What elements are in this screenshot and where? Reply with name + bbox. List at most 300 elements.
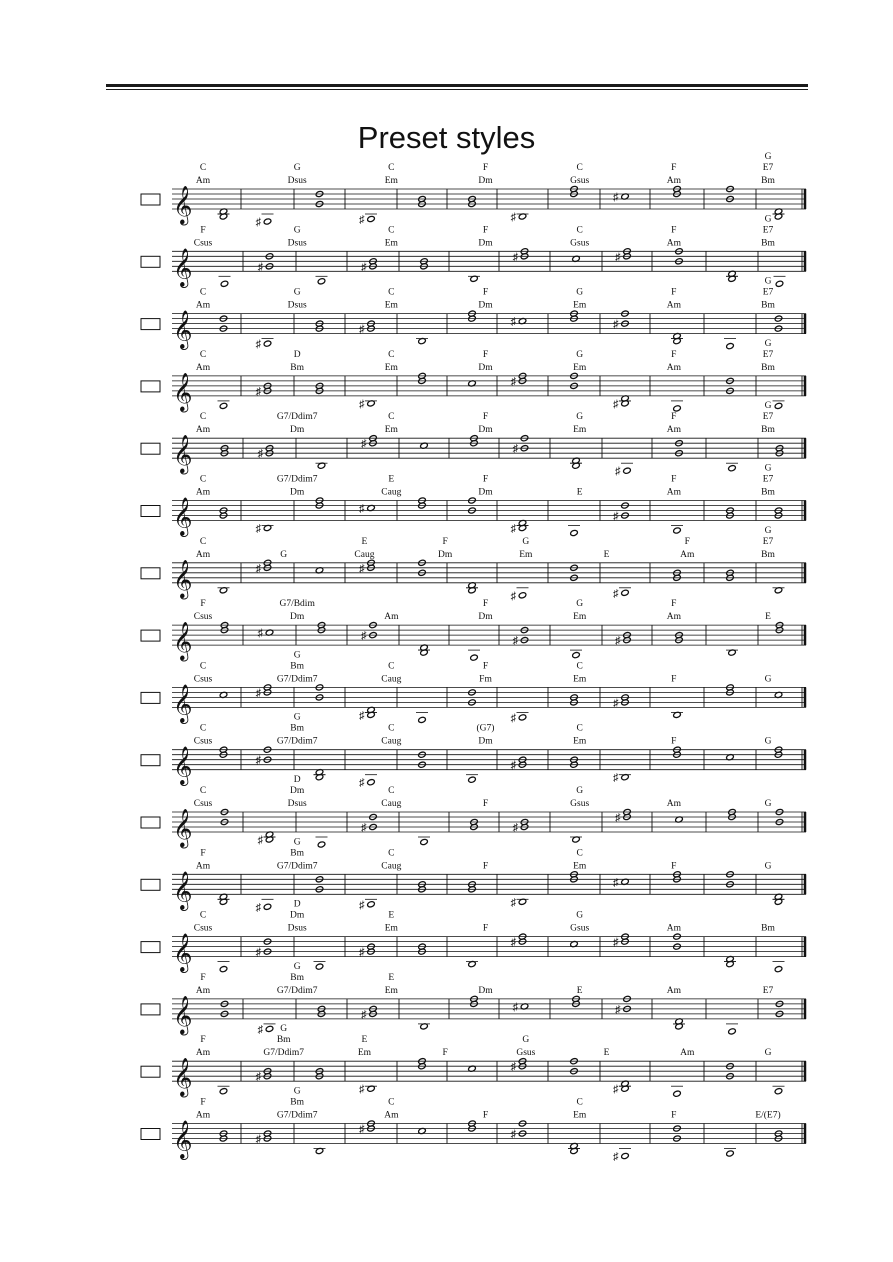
chord-symbol: Am [666,923,681,934]
chord-symbol: G [764,276,772,287]
treble-clef-icon: 𝄞 [173,312,193,349]
checkbox-icon[interactable] [141,942,160,953]
chord-symbol: Am [666,362,681,373]
chord-symbol: Gsus [516,1048,536,1059]
chord-symbol: Bm [290,1097,305,1108]
checkbox-icon[interactable] [141,381,160,392]
chord-symbol: G7/Ddim7 [276,861,318,872]
chord-symbol: F [482,599,489,610]
treble-clef-icon: 𝄞 [173,1060,193,1097]
chord-symbol: Dm [478,985,493,996]
chord-symbol: Em [573,1110,587,1121]
chord-symbol: Bm [761,425,775,436]
treble-clef-icon: 𝄞 [173,561,193,598]
chord-symbol: Gsus [570,176,590,186]
chord-symbol: G [764,674,772,685]
sharp-icon: ♯ [257,834,263,847]
chord-symbol: C [576,723,583,734]
chord-symbol: E [576,985,583,996]
chord-symbol: E [361,536,368,547]
sharp-icon: ♯ [255,901,261,914]
sharp-icon: ♯ [613,398,619,411]
chord-symbol: E/(E7) [755,1110,781,1121]
chord-symbol: Dm [438,549,453,560]
chord-symbol: F [200,972,206,983]
sharp-icon: ♯ [359,899,365,912]
chord-symbol: Am [384,1110,399,1121]
chord-symbol: G [293,1086,301,1097]
sharp-icon: ♯ [613,510,619,523]
sharp-icon: ♯ [257,627,263,640]
chord-symbol: G [764,463,772,474]
chord-symbol: G [576,786,584,796]
staff-system [141,339,806,413]
chord-symbol: Em [573,736,587,747]
sharp-icon: ♯ [613,936,619,949]
chord-symbol: C [388,1097,395,1108]
chord-symbol: Am [666,487,681,498]
chord-symbol: E7 [762,474,774,485]
sharp-icon: ♯ [361,438,367,451]
chord-symbol: Em [384,923,398,934]
sharp-icon: ♯ [613,697,619,710]
chord-symbol: G7/Bdim [279,599,315,610]
staff-system [141,834,806,914]
checkbox-icon[interactable] [141,817,160,828]
chord-symbol: Am [195,362,211,373]
chord-symbol: G [576,287,584,298]
chord-symbol: F [671,225,677,236]
chord-symbol: Csus [193,923,213,934]
sharp-icon: ♯ [359,777,365,790]
whole-note [263,340,271,347]
chord-symbol: F [200,1035,206,1046]
chord-symbol: G [293,287,301,298]
chord-symbol: G [764,736,772,747]
whole-note [367,215,375,222]
whole-note [367,779,375,786]
chord-symbol: Em [573,674,587,685]
whole-note [315,963,323,970]
chord-symbol: G [764,338,772,349]
treble-clef-icon: 𝄞 [173,624,193,661]
chord-symbol: Bm [761,549,775,560]
checkbox-icon[interactable] [141,1129,160,1140]
chord-symbol: C [576,163,583,173]
chord-symbol: F [482,799,489,809]
sharp-icon: ♯ [510,712,516,725]
checkbox-icon[interactable] [141,692,160,703]
sharp-icon: ♯ [613,1151,619,1163]
chord-symbol: Dm [290,425,305,436]
sharp-icon: ♯ [361,630,367,643]
sharp-icon: ♯ [615,251,621,264]
treble-clef-icon: 𝄞 [173,188,193,224]
chord-symbol: Csus [193,736,213,747]
chord-symbol: Caug [381,487,402,498]
chord-symbol: Caug [381,861,402,872]
chord-symbol: Dm [478,736,493,747]
checkbox-icon[interactable] [141,506,160,517]
sharp-icon: ♯ [255,1133,261,1146]
chord-symbol: Bm [290,972,305,983]
chord-symbol: E7 [762,163,774,173]
chord-symbol: F [482,287,489,298]
chord-symbol: Bm [290,723,305,734]
chord-symbol: Dsus [287,923,307,934]
chord-symbol: Em [573,861,587,872]
chord-symbol: Am [195,1110,211,1121]
checkbox-icon[interactable] [141,755,160,766]
sharp-icon: ♯ [510,759,516,772]
staff-system [141,401,806,478]
checkbox-icon[interactable] [141,256,160,267]
chord-symbol: Bm [761,487,775,498]
whole-note [219,966,227,973]
sharp-icon: ♯ [255,216,261,229]
chord-symbol: Am [680,549,695,560]
chord-symbol: G [576,910,584,921]
chord-symbol: F [671,349,677,360]
chord-symbol: Caug [381,736,402,747]
whole-note [219,402,227,409]
whole-note [774,402,782,409]
chord-symbol: G7/Ddim7 [263,1048,305,1059]
chord-symbol: G [522,536,530,547]
chord-symbol: F [200,225,206,236]
whole-note [726,343,734,350]
chord-symbol: Am [195,300,211,311]
chord-symbol: E7 [762,349,774,360]
chord-symbol: Am [195,549,211,560]
sharp-icon: ♯ [613,876,619,889]
chord-symbol: G [293,650,301,661]
chord-symbol: E [388,972,395,983]
chord-symbol: Em [384,425,398,436]
chord-symbol: G [293,961,301,972]
chord-symbol: G [280,1024,288,1035]
whole-note [673,527,681,534]
chord-symbol: D [293,349,301,360]
chord-symbol: C [199,474,207,485]
chord-symbol: Em [384,985,398,996]
treble-clef-icon: 𝄞 [173,437,193,474]
treble-clef-icon: 𝄞 [173,811,193,847]
whole-note [775,280,783,287]
whole-note [621,589,629,596]
sharp-icon: ♯ [615,635,621,648]
chord-symbol: Bm [761,176,775,186]
checkbox-icon[interactable] [141,1066,160,1077]
chord-symbol: Am [666,425,681,436]
sharp-icon: ♯ [615,812,621,824]
chord-symbol: C [576,225,583,236]
whole-note [570,529,578,536]
chord-symbol: F [671,861,677,872]
chord-symbol: Am [195,861,211,872]
chord-symbol: G [293,837,301,848]
chord-symbol: E [388,474,395,485]
chord-symbol: Bm [290,661,305,672]
chord-symbol: Dsus [287,176,307,186]
chord-symbol: C [388,287,395,298]
chord-symbol: Gsus [570,799,590,809]
checkbox-icon[interactable] [141,443,160,454]
chord-symbol: F [671,474,677,485]
treble-clef-icon: 𝄞 [173,686,193,723]
sharp-icon: ♯ [359,1083,365,1096]
chord-symbol: Em [573,300,587,311]
chord-symbol: Dm [290,786,305,796]
chord-symbol: G [522,1035,530,1046]
chord-symbol: Fm [479,674,492,685]
sharp-icon: ♯ [613,318,619,331]
sharp-icon: ♯ [255,523,261,535]
sharp-icon: ♯ [510,375,516,388]
staff-system [141,1087,806,1164]
chord-symbol: G [764,401,772,412]
sharp-icon: ♯ [255,338,261,351]
chord-symbol: (G7) [476,723,495,734]
treble-clef-icon: 𝄞 [173,935,193,972]
chord-symbol: Em [384,300,398,311]
chord-symbol: Am [195,985,211,996]
chord-symbol: F [200,599,206,610]
chord-symbol: Bm [761,238,775,249]
sharp-icon: ♯ [613,587,619,600]
staff-system [141,464,806,538]
chord-symbol: G7/Ddim7 [276,1110,318,1121]
chord-symbol: Em [384,238,398,249]
chord-symbol: E [765,612,771,623]
sharp-icon: ♯ [255,385,261,398]
sharp-icon: ♯ [510,1128,516,1141]
chord-symbol: C [199,910,207,921]
staff-system [141,775,806,849]
chord-symbol: F [482,661,489,672]
sharp-icon: ♯ [359,709,365,722]
chord-symbol: G7/Ddim7 [276,674,318,685]
sharp-icon: ♯ [257,1023,263,1036]
staff-system [141,211,806,288]
sharp-icon: ♯ [359,323,365,336]
sharp-icon: ♯ [255,562,261,575]
chord-symbol: E7 [762,536,774,547]
checkbox-icon[interactable] [141,319,160,330]
sharp-icon: ♯ [613,1083,619,1096]
chord-symbol: G7/Ddim7 [276,474,318,485]
chord-symbol: G [293,225,301,236]
whole-note [728,465,736,472]
chord-symbol: F [671,599,677,610]
checkbox-icon[interactable] [141,1004,160,1015]
chord-symbol: Dm [478,300,493,311]
chord-symbol: G [764,1048,772,1059]
checkbox-icon[interactable] [141,630,160,641]
staff-system [141,962,806,1036]
whole-note [726,1150,734,1157]
chord-symbol: Em [357,1048,372,1059]
chord-symbol: Dsus [287,799,307,809]
sharp-icon: ♯ [359,1123,365,1136]
chord-symbol: C [199,349,207,360]
staff-system [141,900,806,974]
chord-symbol: C [199,661,207,672]
staff-system [141,152,806,229]
sharp-icon: ♯ [255,687,261,700]
chord-symbol: G [764,799,772,809]
chord-symbol: F [684,536,690,547]
whole-note [219,1088,227,1095]
sharp-icon: ♯ [361,822,367,834]
whole-note [468,776,476,783]
chord-symbol: F [482,474,489,485]
chord-symbol: C [199,723,207,734]
sharp-icon: ♯ [361,261,367,274]
chord-symbol: Em [384,362,398,373]
whole-note [418,716,426,723]
chord-symbol: Bm [276,1035,291,1046]
chord-symbol: F [442,536,448,547]
sharp-icon: ♯ [510,523,516,535]
chord-symbol: Gsus [570,238,590,249]
sharp-icon: ♯ [510,936,516,949]
sharp-icon: ♯ [613,772,619,785]
whole-note [220,280,228,287]
whole-note [317,841,325,848]
chord-symbol: Dm [478,362,493,373]
chord-symbol: F [671,287,677,298]
checkbox-icon[interactable] [141,194,160,205]
chord-symbol: Em [573,362,587,373]
chord-symbol: C [199,786,207,796]
sharp-icon: ♯ [615,465,621,478]
chord-symbol: C [199,412,207,423]
chord-symbol: Am [666,238,681,249]
staff-system [141,650,806,724]
whole-note [728,1028,736,1035]
chord-symbol: C [388,225,395,236]
chord-symbol: E7 [762,225,774,236]
staff-system [141,526,806,603]
sharp-icon: ♯ [510,1061,516,1074]
treble-clef-icon: 𝄞 [173,748,193,785]
sharp-icon: ♯ [359,503,365,515]
treble-clef-icon: 𝄞 [173,499,193,536]
chord-symbol: Am [384,612,399,623]
whole-note [623,467,631,474]
chord-symbol: Csus [193,612,213,623]
chord-symbol: Am [680,1048,695,1059]
chord-symbol: F [482,412,489,423]
chord-symbol: Am [195,1048,211,1059]
chord-symbol: C [388,848,395,859]
chord-symbol: C [199,536,207,547]
chord-symbol: Bm [761,362,775,373]
chord-symbol: Am [195,176,211,186]
chord-symbol: E [603,1048,610,1059]
chord-symbol: Am [666,799,681,809]
chord-symbol: G [576,349,584,360]
whole-note [572,652,580,659]
sharp-icon: ♯ [510,316,516,329]
chord-symbol: Am [195,487,211,498]
whole-note [518,592,526,599]
chord-symbol: G [293,712,301,723]
chord-symbol: Dm [478,238,493,249]
chord-symbol: Bm [761,300,775,311]
chord-symbol: C [388,723,395,734]
chord-symbol: E7 [762,412,774,423]
chord-symbol: Csus [193,799,213,809]
whole-note [367,901,375,908]
chord-symbol: G7/Ddim7 [276,412,318,423]
chord-symbol: G [576,599,584,610]
chord-symbol: F [482,923,489,934]
chord-symbol: C [199,287,207,298]
chord-symbol: E7 [762,287,774,298]
sharp-icon: ♯ [615,1003,621,1016]
checkbox-icon[interactable] [141,879,160,890]
chord-symbol: E [361,1035,368,1046]
chord-symbol: F [482,1110,489,1121]
chord-symbol: Csus [193,674,213,685]
sharp-icon: ♯ [512,822,518,834]
chord-symbol: Am [195,425,211,436]
chord-symbol: G7/Ddim7 [276,736,318,747]
chord-symbol: F [482,861,489,872]
chord-symbol: G [280,549,288,560]
treble-clef-icon: 𝄞 [173,374,193,411]
treble-clef-icon: 𝄞 [173,873,193,910]
sharp-icon: ♯ [359,398,365,411]
chord-symbol: D [293,775,301,785]
chord-symbol: Csus [193,238,213,249]
chord-symbol: G [576,412,584,423]
whole-note [317,278,325,285]
staff-system [141,1024,806,1098]
staff-system [141,713,806,790]
chord-symbol: Am [666,176,681,186]
chord-symbol: Dm [478,487,493,498]
chord-symbol: Bm [761,923,775,934]
staff-system [141,277,806,351]
checkbox-icon[interactable] [141,568,160,579]
chord-symbol: G [764,861,772,872]
sharp-icon: ♯ [512,635,518,648]
chord-symbol: G [764,152,772,162]
chord-symbol: C [388,412,395,423]
chord-symbol: G [293,163,301,173]
chord-symbol: F [671,1110,677,1121]
whole-note [673,405,681,412]
sharp-icon: ♯ [255,946,261,959]
chord-symbol: Dm [290,910,305,921]
chord-symbol: Caug [381,799,402,809]
chord-symbol: Em [519,549,533,560]
chord-symbol: Am [666,985,681,996]
sharp-icon: ♯ [257,261,263,274]
chord-symbol: F [482,163,489,173]
sharp-icon: ♯ [613,191,619,204]
whole-note [420,838,428,845]
chord-symbol: Bm [290,362,305,373]
chord-symbol: F [671,412,677,423]
staff-system [141,599,806,662]
chord-symbol: F [200,848,206,859]
chord-symbol: C [388,661,395,672]
chord-symbol: E [603,549,610,560]
